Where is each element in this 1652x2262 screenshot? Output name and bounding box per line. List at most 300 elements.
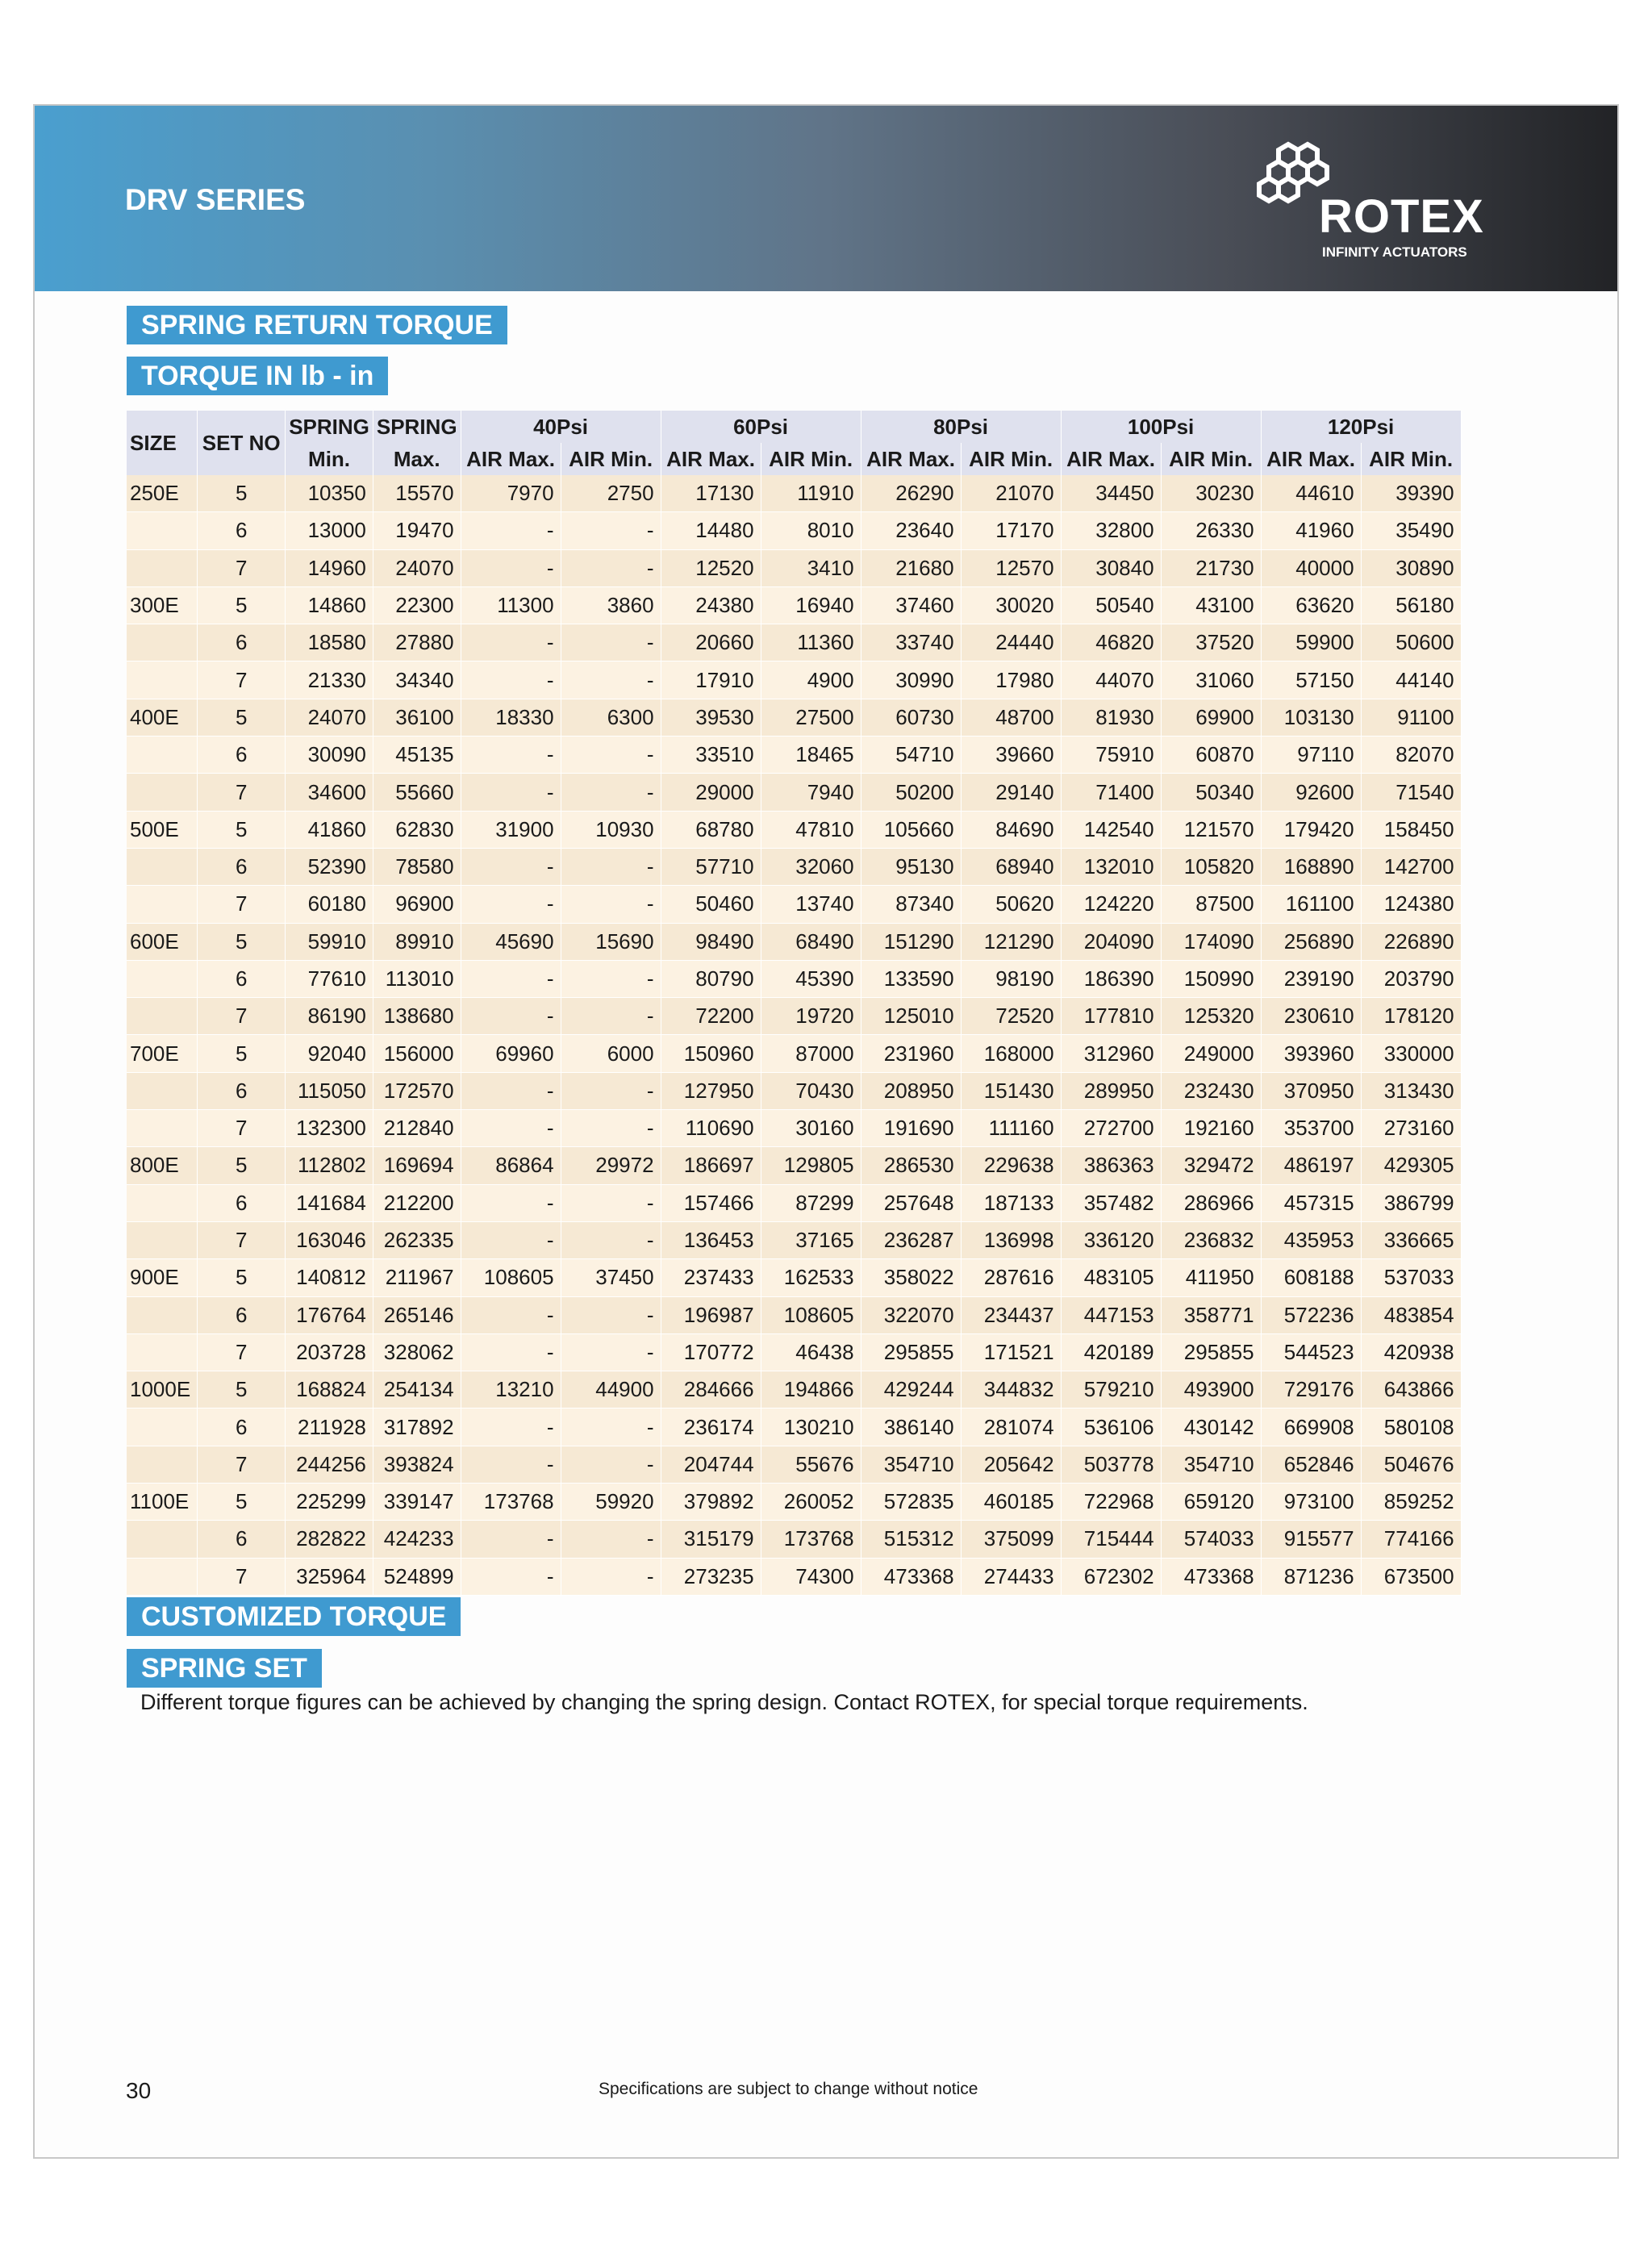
- torque-cell: 244256: [286, 1446, 373, 1483]
- table-row: [127, 1072, 1461, 1109]
- torque-cell: 50340: [1161, 774, 1261, 811]
- torque-cell: 111160: [961, 1110, 1061, 1147]
- torque-cell: 3410: [761, 549, 861, 586]
- col-spring-min-header: SPRING: [286, 411, 373, 443]
- torque-cell: 322070: [861, 1296, 961, 1333]
- torque-cell: 56180: [1361, 586, 1461, 624]
- torque-cell: 158450: [1361, 811, 1461, 848]
- torque-cell: 33740: [861, 624, 961, 661]
- set-no-cell: 5: [198, 1371, 286, 1409]
- torque-cell: 7970: [461, 475, 561, 512]
- logo-wordmark: ROTEX: [1319, 190, 1484, 243]
- torque-cell: 86864: [461, 1147, 561, 1184]
- torque-cell: 48700: [961, 699, 1061, 736]
- set-no-cell: 6: [198, 1072, 286, 1109]
- set-no-cell: 6: [198, 512, 286, 549]
- air-min-subheader: AIR Min.: [761, 443, 861, 475]
- customized-torque-heading: CUSTOMIZED TORQUE: [127, 1597, 461, 1636]
- torque-cell: 32800: [1061, 512, 1161, 549]
- footer-disclaimer: Specifications are subject to change without notice: [599, 2080, 978, 2098]
- set-no-cell: 6: [198, 624, 286, 661]
- torque-cell: 393960: [1261, 1035, 1361, 1072]
- torque-cell: 136453: [661, 1221, 761, 1258]
- torque-cell: 249000: [1161, 1035, 1261, 1072]
- torque-cell: 256890: [1261, 923, 1361, 960]
- torque-cell: 37165: [761, 1221, 861, 1258]
- size-cell: [127, 1296, 198, 1333]
- torque-cell: -: [561, 1521, 661, 1558]
- set-no-cell: 7: [198, 1333, 286, 1371]
- torque-cell: 133590: [861, 960, 961, 997]
- torque-cell: 39660: [961, 737, 1061, 774]
- torque-cell: 379892: [661, 1484, 761, 1521]
- torque-cell: 284666: [661, 1371, 761, 1409]
- torque-cell: 286966: [1161, 1184, 1261, 1221]
- torque-cell: 59900: [1261, 624, 1361, 661]
- set-no-cell: 7: [198, 1558, 286, 1595]
- table-row: [127, 699, 1461, 736]
- torque-cell: -: [561, 998, 661, 1035]
- page-number: 30: [126, 2078, 152, 2103]
- torque-cell: 173768: [461, 1484, 561, 1521]
- torque-cell: 186390: [1061, 960, 1161, 997]
- torque-cell: 31060: [1161, 661, 1261, 699]
- torque-cell: -: [461, 1184, 561, 1221]
- set-no-cell: 5: [198, 699, 286, 736]
- torque-cell: 722968: [1061, 1484, 1161, 1521]
- torque-cell: 915577: [1261, 1521, 1361, 1558]
- torque-cell: 15690: [561, 923, 661, 960]
- torque-cell: 973100: [1261, 1484, 1361, 1521]
- torque-cell: 295855: [861, 1333, 961, 1371]
- torque-cell: 156000: [373, 1035, 461, 1072]
- torque-cell: 108605: [761, 1296, 861, 1333]
- table-row: [127, 886, 1461, 923]
- set-no-cell: 5: [198, 1259, 286, 1296]
- torque-cell: 457315: [1261, 1184, 1361, 1221]
- table-row: [127, 1259, 1461, 1296]
- torque-cell: 19470: [373, 512, 461, 549]
- torque-cell: -: [461, 886, 561, 923]
- torque-cell: 136998: [961, 1221, 1061, 1258]
- torque-cell: 375099: [961, 1521, 1061, 1558]
- torque-cell: 60730: [861, 699, 961, 736]
- torque-cell: 31900: [461, 811, 561, 848]
- rotex-logo: [1253, 141, 1487, 262]
- torque-cell: 173768: [761, 1521, 861, 1558]
- set-no-cell: 6: [198, 1184, 286, 1221]
- torque-cell: 113010: [373, 960, 461, 997]
- torque-cell: 358022: [861, 1259, 961, 1296]
- size-cell: [127, 960, 198, 997]
- torque-cell: 212200: [373, 1184, 461, 1221]
- set-no-cell: 6: [198, 1521, 286, 1558]
- torque-cell: 312960: [1061, 1035, 1161, 1072]
- torque-cell: 204090: [1061, 923, 1161, 960]
- size-cell: [127, 1521, 198, 1558]
- torque-cell: 473368: [861, 1558, 961, 1595]
- torque-cell: 196987: [661, 1296, 761, 1333]
- torque-cell: 71400: [1061, 774, 1161, 811]
- torque-cell: 232430: [1161, 1072, 1261, 1109]
- col-setno-header: SET NO: [198, 411, 286, 475]
- table-row: [127, 1296, 1461, 1333]
- torque-cell: 177810: [1061, 998, 1161, 1035]
- torque-cell: 24070: [373, 549, 461, 586]
- torque-cell: 18580: [286, 624, 373, 661]
- torque-cell: 643866: [1361, 1371, 1461, 1409]
- torque-cell: -: [461, 624, 561, 661]
- torque-cell: 257648: [861, 1184, 961, 1221]
- pressure-header: 80Psi: [861, 411, 1061, 443]
- spring-return-torque-heading: SPRING RETURN TORQUE: [127, 306, 507, 344]
- torque-cell: 108605: [461, 1259, 561, 1296]
- size-cell: [127, 848, 198, 885]
- size-cell: [127, 1558, 198, 1595]
- torque-cell: -: [461, 1558, 561, 1595]
- torque-cell: 187133: [961, 1184, 1061, 1221]
- torque-cell: 192160: [1161, 1110, 1261, 1147]
- torque-cell: 30840: [1061, 549, 1161, 586]
- torque-cell: -: [461, 848, 561, 885]
- torque-cell: 17130: [661, 475, 761, 512]
- torque-cell: 21680: [861, 549, 961, 586]
- torque-cell: 39530: [661, 699, 761, 736]
- size-cell: [127, 737, 198, 774]
- size-cell: [127, 512, 198, 549]
- size-cell: [127, 1184, 198, 1221]
- torque-cell: 358771: [1161, 1296, 1261, 1333]
- torque-cell: 460185: [961, 1484, 1061, 1521]
- torque-cell: 68940: [961, 848, 1061, 885]
- torque-cell: 55676: [761, 1446, 861, 1483]
- torque-cell: 317892: [373, 1409, 461, 1446]
- torque-cell: 44900: [561, 1371, 661, 1409]
- torque-cell: 140812: [286, 1259, 373, 1296]
- torque-cell: 96900: [373, 886, 461, 923]
- torque-cell: 15570: [373, 475, 461, 512]
- torque-cell: 536106: [1061, 1409, 1161, 1446]
- torque-cell: 142540: [1061, 811, 1161, 848]
- spring-set-heading: SPRING SET: [127, 1649, 322, 1688]
- torque-cell: 483854: [1361, 1296, 1461, 1333]
- torque-cell: 30890: [1361, 549, 1461, 586]
- table-header-row-1: [127, 411, 1461, 443]
- torque-cell: 239190: [1261, 960, 1361, 997]
- torque-cell: 129805: [761, 1147, 861, 1184]
- torque-cell: 57710: [661, 848, 761, 885]
- torque-cell: -: [561, 1221, 661, 1258]
- torque-cell: 21330: [286, 661, 373, 699]
- torque-cell: 11360: [761, 624, 861, 661]
- table-row: [127, 1147, 1461, 1184]
- torque-cell: 46820: [1061, 624, 1161, 661]
- table-row: [127, 1035, 1461, 1072]
- table-row: [127, 549, 1461, 586]
- torque-cell: 75910: [1061, 737, 1161, 774]
- table-row: [127, 774, 1461, 811]
- size-cell: 500E: [127, 811, 198, 848]
- torque-cell: 21730: [1161, 549, 1261, 586]
- torque-cell: 82070: [1361, 737, 1461, 774]
- table-row: [127, 998, 1461, 1035]
- torque-cell: 672302: [1061, 1558, 1161, 1595]
- torque-cell: 50460: [661, 886, 761, 923]
- torque-cell: -: [461, 1409, 561, 1446]
- torque-cell: -: [561, 1558, 661, 1595]
- torque-cell: -: [461, 998, 561, 1035]
- torque-cell: 161100: [1261, 886, 1361, 923]
- torque-cell: 176764: [286, 1296, 373, 1333]
- table-row: [127, 1110, 1461, 1147]
- torque-cell: 329472: [1161, 1147, 1261, 1184]
- torque-cell: 74300: [761, 1558, 861, 1595]
- torque-cell: 172570: [373, 1072, 461, 1109]
- torque-cell: 524899: [373, 1558, 461, 1595]
- torque-cell: 715444: [1061, 1521, 1161, 1558]
- air-max-subheader: AIR Max.: [1061, 443, 1161, 475]
- torque-cell: 168824: [286, 1371, 373, 1409]
- set-no-cell: 6: [198, 1409, 286, 1446]
- torque-cell: 354710: [1161, 1446, 1261, 1483]
- table-row: [127, 1184, 1461, 1221]
- torque-cell: 105820: [1161, 848, 1261, 885]
- torque-cell: 8010: [761, 512, 861, 549]
- torque-cell: 212840: [373, 1110, 461, 1147]
- torque-cell: 44140: [1361, 661, 1461, 699]
- torque-cell: 282822: [286, 1521, 373, 1558]
- table-row: [127, 475, 1461, 512]
- torque-cell: 11910: [761, 475, 861, 512]
- torque-cell: 50620: [961, 886, 1061, 923]
- torque-cell: 132300: [286, 1110, 373, 1147]
- torque-cell: 57150: [1261, 661, 1361, 699]
- torque-cell: 50200: [861, 774, 961, 811]
- set-no-cell: 5: [198, 586, 286, 624]
- torque-cell: -: [461, 1221, 561, 1258]
- torque-cell: 493900: [1161, 1371, 1261, 1409]
- set-no-cell: 6: [198, 737, 286, 774]
- torque-cell: 473368: [1161, 1558, 1261, 1595]
- torque-cell: 68780: [661, 811, 761, 848]
- size-cell: 600E: [127, 923, 198, 960]
- torque-cell: 669908: [1261, 1409, 1361, 1446]
- torque-cell: 84690: [961, 811, 1061, 848]
- torque-cell: 110690: [661, 1110, 761, 1147]
- torque-cell: 393824: [373, 1446, 461, 1483]
- torque-cell: 17170: [961, 512, 1061, 549]
- torque-cell: -: [461, 1072, 561, 1109]
- torque-cell: 80790: [661, 960, 761, 997]
- torque-cell: 30990: [861, 661, 961, 699]
- torque-cell: 34340: [373, 661, 461, 699]
- torque-cell: 420938: [1361, 1333, 1461, 1371]
- torque-cell: 33510: [661, 737, 761, 774]
- torque-cell: -: [561, 1296, 661, 1333]
- torque-cell: -: [561, 624, 661, 661]
- torque-cell: -: [461, 512, 561, 549]
- torque-cell: 203728: [286, 1333, 373, 1371]
- torque-cell: 10350: [286, 475, 373, 512]
- torque-cell: -: [561, 1446, 661, 1483]
- torque-cell: 14960: [286, 549, 373, 586]
- torque-cell: 87340: [861, 886, 961, 923]
- table-header-row-2: [127, 443, 1461, 475]
- torque-cell: -: [461, 960, 561, 997]
- table-row: [127, 1221, 1461, 1258]
- torque-cell: 44610: [1261, 475, 1361, 512]
- size-cell: [127, 774, 198, 811]
- pressure-header: 100Psi: [1061, 411, 1261, 443]
- size-cell: [127, 886, 198, 923]
- torque-cell: 6000: [561, 1035, 661, 1072]
- col-spring-max-header: SPRING: [373, 411, 461, 443]
- torque-unit-heading: TORQUE IN lb - in: [127, 357, 388, 395]
- set-no-cell: 5: [198, 811, 286, 848]
- torque-cell: 43100: [1161, 586, 1261, 624]
- torque-cell: 13000: [286, 512, 373, 549]
- torque-cell: 2750: [561, 475, 661, 512]
- torque-cell: 544523: [1261, 1333, 1361, 1371]
- torque-cell: 30020: [961, 586, 1061, 624]
- header-banner: [35, 106, 1617, 291]
- torque-cell: -: [561, 960, 661, 997]
- table-row: [127, 1484, 1461, 1521]
- torque-cell: -: [561, 1333, 661, 1371]
- torque-cell: 237433: [661, 1259, 761, 1296]
- table-row: [127, 661, 1461, 699]
- torque-cell: 105660: [861, 811, 961, 848]
- torque-cell: 46438: [761, 1333, 861, 1371]
- torque-cell: 339147: [373, 1484, 461, 1521]
- torque-cell: 652846: [1261, 1446, 1361, 1483]
- torque-cell: 272700: [1061, 1110, 1161, 1147]
- torque-cell: 124380: [1361, 886, 1461, 923]
- torque-cell: 59920: [561, 1484, 661, 1521]
- torque-cell: 72520: [961, 998, 1061, 1035]
- torque-cell: 170772: [661, 1333, 761, 1371]
- torque-table: [127, 411, 1462, 1596]
- torque-cell: 41960: [1261, 512, 1361, 549]
- torque-cell: 54710: [861, 737, 961, 774]
- torque-cell: 30090: [286, 737, 373, 774]
- torque-cell: 45690: [461, 923, 561, 960]
- torque-cell: 12570: [961, 549, 1061, 586]
- torque-cell: 17980: [961, 661, 1061, 699]
- set-no-cell: 7: [198, 1446, 286, 1483]
- torque-cell: 17910: [661, 661, 761, 699]
- torque-cell: 19720: [761, 998, 861, 1035]
- torque-cell: 3860: [561, 586, 661, 624]
- size-cell: [127, 1409, 198, 1446]
- page: [33, 104, 1619, 2159]
- torque-cell: 45390: [761, 960, 861, 997]
- torque-cell: 7940: [761, 774, 861, 811]
- torque-cell: 95130: [861, 848, 961, 885]
- torque-cell: -: [461, 1521, 561, 1558]
- torque-cell: 47810: [761, 811, 861, 848]
- torque-cell: 203790: [1361, 960, 1461, 997]
- table-row: [127, 586, 1461, 624]
- table-row: [127, 512, 1461, 549]
- torque-cell: 169694: [373, 1147, 461, 1184]
- torque-cell: 37460: [861, 586, 961, 624]
- size-cell: 1000E: [127, 1371, 198, 1409]
- torque-cell: 87500: [1161, 886, 1261, 923]
- table-row: [127, 1409, 1461, 1446]
- torque-cell: 23640: [861, 512, 961, 549]
- air-max-subheader: AIR Max.: [461, 443, 561, 475]
- torque-cell: 127950: [661, 1072, 761, 1109]
- torque-cell: 313430: [1361, 1072, 1461, 1109]
- size-cell: 400E: [127, 699, 198, 736]
- torque-cell: 330000: [1361, 1035, 1461, 1072]
- torque-cell: 21070: [961, 475, 1061, 512]
- torque-cell: 87000: [761, 1035, 861, 1072]
- size-cell: 1100E: [127, 1484, 198, 1521]
- torque-cell: 97110: [1261, 737, 1361, 774]
- torque-cell: 208950: [861, 1072, 961, 1109]
- size-cell: 700E: [127, 1035, 198, 1072]
- torque-cell: 26290: [861, 475, 961, 512]
- air-max-subheader: AIR Max.: [661, 443, 761, 475]
- torque-cell: -: [461, 1446, 561, 1483]
- torque-cell: 50540: [1061, 586, 1161, 624]
- torque-cell: 13210: [461, 1371, 561, 1409]
- torque-cell: 435953: [1261, 1221, 1361, 1258]
- torque-cell: 504676: [1361, 1446, 1461, 1483]
- torque-cell: -: [461, 549, 561, 586]
- torque-cell: 194866: [761, 1371, 861, 1409]
- torque-cell: 14860: [286, 586, 373, 624]
- torque-cell: 13740: [761, 886, 861, 923]
- torque-cell: 70430: [761, 1072, 861, 1109]
- set-no-cell: 7: [198, 1110, 286, 1147]
- set-no-cell: 6: [198, 1296, 286, 1333]
- torque-cell: 226890: [1361, 923, 1461, 960]
- torque-cell: 86190: [286, 998, 373, 1035]
- size-cell: [127, 1221, 198, 1258]
- torque-cell: 60180: [286, 886, 373, 923]
- torque-cell: 30160: [761, 1110, 861, 1147]
- torque-cell: 287616: [961, 1259, 1061, 1296]
- torque-cell: 447153: [1061, 1296, 1161, 1333]
- torque-cell: 230610: [1261, 998, 1361, 1035]
- torque-cell: 386140: [861, 1409, 961, 1446]
- torque-cell: 11300: [461, 586, 561, 624]
- torque-cell: 168000: [961, 1035, 1061, 1072]
- torque-cell: 357482: [1061, 1184, 1161, 1221]
- torque-cell: 254134: [373, 1371, 461, 1409]
- set-no-cell: 7: [198, 1221, 286, 1258]
- torque-cell: 141684: [286, 1184, 373, 1221]
- torque-cell: 121290: [961, 923, 1061, 960]
- torque-cell: -: [561, 737, 661, 774]
- torque-cell: 171521: [961, 1333, 1061, 1371]
- size-cell: [127, 1072, 198, 1109]
- torque-cell: 14480: [661, 512, 761, 549]
- torque-cell: -: [561, 1110, 661, 1147]
- torque-cell: 336120: [1061, 1221, 1161, 1258]
- torque-cell: 50600: [1361, 624, 1461, 661]
- torque-cell: 486197: [1261, 1147, 1361, 1184]
- table-row: [127, 1333, 1461, 1371]
- torque-cell: 18465: [761, 737, 861, 774]
- torque-cell: 515312: [861, 1521, 961, 1558]
- torque-cell: 30230: [1161, 475, 1261, 512]
- torque-cell: 429244: [861, 1371, 961, 1409]
- torque-cell: 336665: [1361, 1221, 1461, 1258]
